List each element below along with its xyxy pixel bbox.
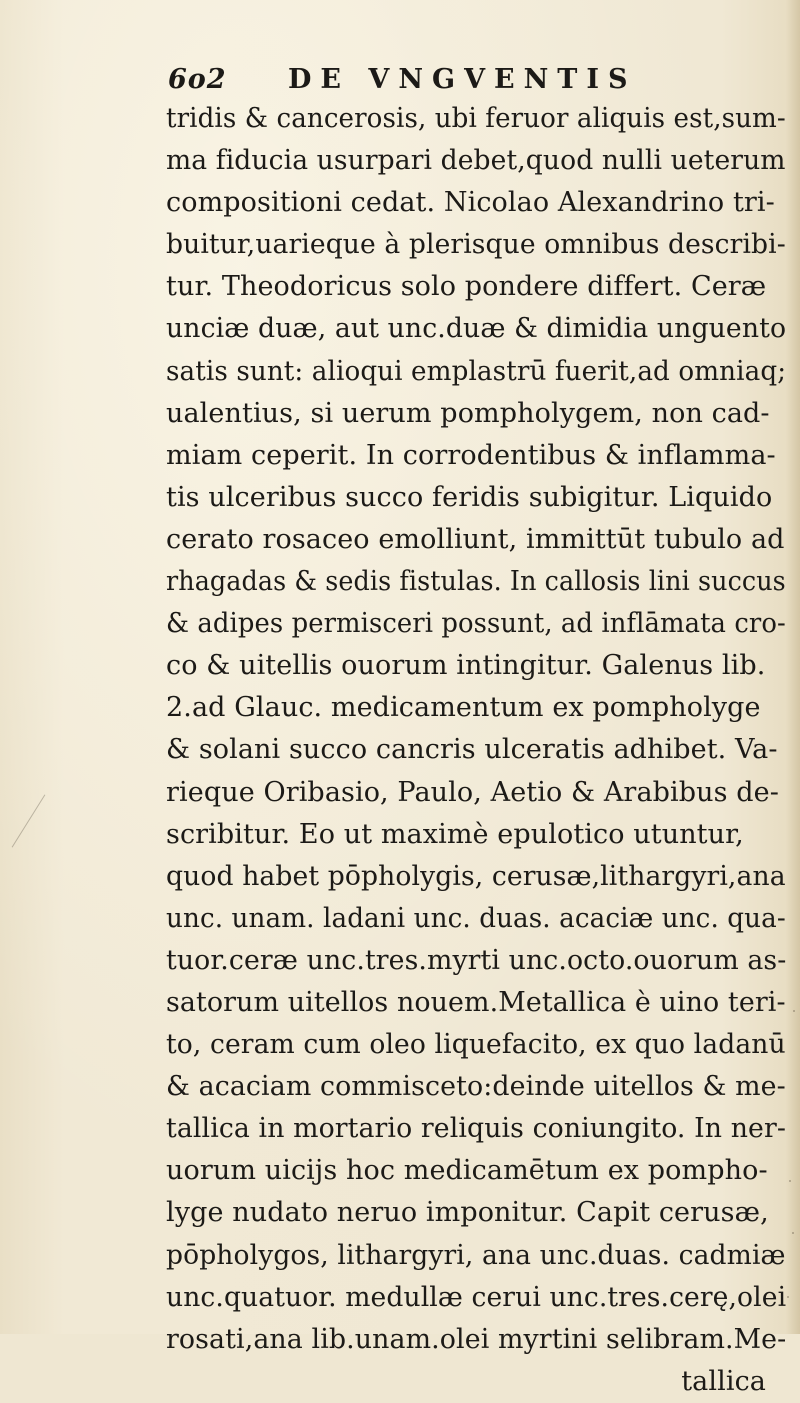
paper-speck <box>792 1232 794 1234</box>
text-line: & solani succo cancris ulceratis adhibet. Va- <box>166 734 778 766</box>
paper-speck <box>789 1180 791 1182</box>
paper-speck <box>793 1010 795 1012</box>
page-header <box>168 62 728 102</box>
text-line: rosati,ana lib.unam.olei myrtini selibram.Me- <box>166 1323 787 1355</box>
text-line: ualentius, si uerum pompholygem, non cad- <box>166 397 770 429</box>
text-line: tuor.ceræ unc.tres.myrti unc.octo.ouorum as- <box>166 944 787 976</box>
text-line: rieque Oribasio, Paulo, Aetio & Arabibus de- <box>166 776 779 808</box>
margin-mark <box>12 794 46 847</box>
text-line: quod habet pōpholygis, cerusæ,lithargyri,ana <box>166 860 786 892</box>
body-text <box>166 98 786 1403</box>
page-edge-shadow <box>786 0 800 1334</box>
text-line: rhagadas & sedis fistulas. In callosis lini succus <box>166 566 786 598</box>
text-line: satorum uitellos nouem.Metallica è uino teri- <box>166 986 786 1018</box>
text-line: tis ulceribus succo feridis subigitur. Liquido <box>166 481 773 513</box>
text-line: uorum uicijs hoc medicamētum ex pompho- <box>166 1155 768 1187</box>
paper-speck <box>787 1296 789 1298</box>
text-line: ma fiducia usurpari debet,quod nulli ueterum <box>166 145 786 177</box>
text-line: cerato rosaceo emolliunt, immittūt tubulo ad <box>166 523 785 555</box>
text-line: miam ceperit. In corrodentibus & inflamma- <box>166 439 776 471</box>
text-line: unc.quatuor. medullæ cerui unc.tres.cerę,olei <box>166 1281 787 1313</box>
text-line: scribitur. Eo ut maximè epulotico utuntur, <box>166 818 744 850</box>
text-line: co & uitellis ouorum intingitur. Galenus lib. <box>166 650 766 682</box>
text-line: satis sunt: alioqui emplastrū fuerit,ad omniaq; <box>166 355 787 387</box>
text-line: tallica in mortario reliquis coniungito. In ner- <box>166 1113 786 1145</box>
catchword: tallica <box>681 1365 766 1397</box>
text-line: 2.ad Glauc. medicamentum ex pompholyge <box>166 692 761 724</box>
text-line: & adipes permisceri possunt, ad inflāmata cro- <box>166 608 786 640</box>
text-line: tridis & cancerosis, ubi feruor aliquis est,sum- <box>166 103 786 134</box>
running-title: DE VNGVENTIS <box>288 64 637 95</box>
text-line: pōpholygos, lithargyri, ana unc.duas. cadmiæ <box>166 1239 786 1271</box>
text-line: unciæ duæ, aut unc.duæ & dimidia unguento <box>166 313 787 345</box>
text-line: & acaciam commisceto:deinde uitellos & me- <box>166 1071 786 1103</box>
page-number: 6o2 <box>168 64 227 95</box>
text-line: buitur,uarieque à plerisque omnibus describi- <box>166 229 786 261</box>
text-line: tur. Theodoricus solo pondere differt. Ceræ <box>166 271 767 303</box>
text-line: to, ceram cum oleo liquefacito, ex quo ladanū <box>166 1029 786 1061</box>
text-line: unc. unam. ladani unc. duas. acaciæ unc. qua- <box>166 902 786 934</box>
text-line: lyge nudato neruo imponitur. Capit cerusæ, <box>166 1197 769 1229</box>
text-line: compositioni cedat. Nicolao Alexandrino tri- <box>166 187 775 219</box>
